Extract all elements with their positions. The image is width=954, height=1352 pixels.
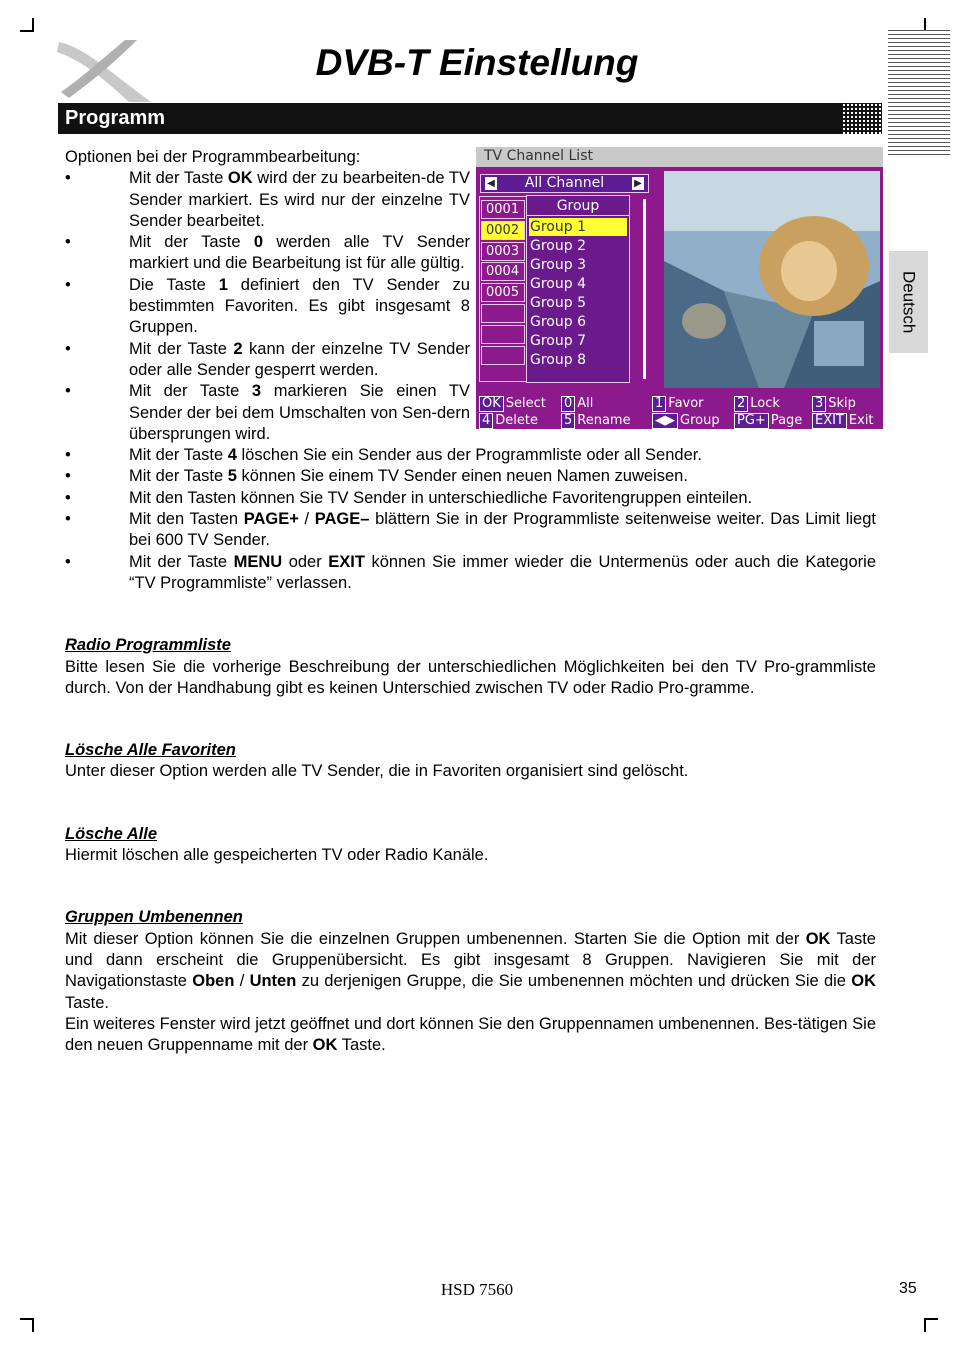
list-item (65, 275, 470, 339)
legend-key: OK (479, 396, 504, 412)
legend-label: Exit (848, 413, 874, 428)
text-run: zu derjenigen Gruppe, die Sie umbenennen möchten und drücken Sie die (296, 972, 852, 991)
text-run: können Sie einem TV Sender einen neuen Namen zuweisen. (236, 467, 688, 486)
key-name: OK (851, 972, 876, 991)
channel-number-empty (481, 325, 525, 344)
channel-number: 0002 (481, 221, 525, 240)
option-list-wide (65, 445, 876, 594)
channel-number-empty (481, 346, 525, 365)
legend-label: Page (770, 413, 803, 428)
key-name: 4 (227, 446, 237, 465)
group-item: Group 1 (529, 218, 627, 236)
key-name: 2 (233, 339, 243, 358)
legend-entry (652, 413, 720, 429)
key-name: 3 (251, 382, 262, 401)
text-run: Mit der Taste (129, 382, 252, 401)
text-run: Mit der Taste (129, 169, 228, 188)
legend-key: 4 (479, 413, 493, 429)
legend-label: Delete (495, 413, 538, 428)
section-title: Programm (65, 107, 166, 129)
legend-entry (561, 396, 593, 412)
legend-label: Skip (828, 396, 856, 411)
text-run: wird der zu bearbeiten-de TV Sender markiert. Es wird nur der einzelne TV Sender bearbeitet. (129, 169, 471, 230)
text-run: Ein weiteres Fenster wird jetzt geöffnet und dort können Sie den Gruppennamen umbenennen. Bes-tätigen Sie den neuen Gruppenname mit der (65, 1014, 876, 1055)
key-name: 0 (253, 233, 264, 252)
key-name: OK (312, 1036, 338, 1055)
text-rename-groups-2 (65, 1014, 876, 1057)
text-run: / (234, 972, 250, 991)
group-item: Group 2 (530, 238, 586, 254)
language-side-tab (889, 251, 928, 353)
legend-entry (812, 413, 874, 429)
legend-entry (561, 413, 631, 429)
text-run: Mit der Taste (129, 446, 228, 465)
text-run: Mit dieser Option können Sie die einzelnen Gruppen umbenennen. Starten Sie die Option mit der (65, 929, 806, 948)
language-label: Deutsch (899, 270, 919, 334)
legend-key: EXIT (812, 413, 847, 429)
section-header-bar (58, 103, 882, 134)
screen-header: TV Channel List (476, 147, 883, 167)
text-run: oder (282, 552, 329, 571)
legend-entry (652, 396, 704, 412)
text-run: Mit der Taste (129, 339, 234, 358)
key-name: 5 (227, 467, 237, 486)
legend-key: PG+ (734, 413, 769, 429)
text-run: definiert den TV Sender zu bestimmten Favoriten. Es gibt insgesamt 8 Gruppen. (129, 275, 470, 337)
key-name: Oben (192, 972, 235, 991)
legend-key: 2 (734, 396, 748, 412)
legend-label: Favor (668, 396, 704, 411)
key-name: Unten (249, 972, 297, 991)
text-run: markieren Sie einen TV Sender der bei dem Umschalten von Sen-dern übersprungen wird. (129, 382, 471, 443)
text-run: Die Taste (129, 275, 219, 294)
group-item: Group 6 (530, 314, 586, 330)
group-item: Group 3 (530, 257, 586, 273)
legend-key: ◀▶ (652, 413, 678, 429)
halftone-decoration (842, 103, 882, 134)
list-item (65, 445, 876, 466)
arrow-left-icon: ◀ (485, 177, 497, 190)
crop-mark-bottom-left (20, 1318, 34, 1332)
key-name: 1 (218, 275, 228, 294)
crop-mark-bottom-right (924, 1318, 938, 1332)
text-run: Mit der Taste (129, 233, 254, 252)
key-name: PAGE+ (243, 510, 299, 529)
channel-number: 0005 (481, 283, 525, 302)
list-item (65, 509, 876, 552)
legend-key: 1 (652, 396, 666, 412)
key-name: OK (227, 169, 253, 188)
heading-radio: Radio Programmliste (65, 636, 231, 655)
heading-delete-all: Lösche Alle (65, 824, 157, 843)
text-run: / (298, 510, 315, 529)
legend-key: 0 (561, 396, 575, 412)
key-name: OK (805, 929, 831, 948)
heading-rename-groups: Gruppen Umbenennen (65, 908, 243, 927)
list-item (65, 466, 876, 487)
text-run: Mit den Tasten können Sie TV Sender in unterschiedliche Favoritengruppen einteilen. (129, 488, 753, 507)
legend-label: All (577, 396, 594, 411)
list-item (65, 488, 876, 509)
list-item (65, 168, 470, 232)
key-legend (476, 394, 883, 429)
text-run: Taste. (337, 1036, 386, 1055)
decorative-stripes (888, 30, 950, 158)
footer-model: HSD 7560 (440, 1280, 514, 1299)
legend-label: Select (505, 396, 546, 411)
text-rename-groups-1 (65, 929, 876, 1014)
channel-number-empty (481, 304, 525, 323)
crop-mark-top-left (20, 18, 34, 32)
group-item: Group 4 (530, 276, 586, 292)
channel-number: 0003 (481, 242, 525, 261)
heading-delete-favorites: Lösche Alle Favoriten (65, 741, 236, 760)
scrollbar (641, 195, 648, 385)
legend-key: 5 (561, 413, 575, 429)
key-name: EXIT (328, 552, 365, 571)
text-run: löschen Sie ein Sender aus der Programmliste oder all Sender. (236, 446, 702, 465)
intro-text: Optionen bei der Programmbearbeitung: (65, 148, 361, 166)
channel-number: 0001 (481, 200, 525, 219)
text-run: blättern Sie in der Programmliste seitenweise weiter. Das Limit liegt bei 600 TV Sender. (129, 510, 876, 550)
legend-key: 3 (812, 396, 826, 412)
text-run: können Sie immer wieder die Untermenüs oder auch die Kategorie “TV Programmliste” verlassen. (129, 552, 877, 592)
legend-entry (734, 396, 780, 412)
text-run: Taste. (65, 993, 110, 1012)
page-title: DVB-T Einstellung (315, 42, 639, 83)
legend-entry (479, 396, 546, 412)
channel-selector-label: All Channel (524, 175, 605, 191)
legend-label: Rename (577, 413, 631, 428)
text-run: Mit der Taste (129, 552, 234, 571)
group-item: Group 8 (530, 352, 586, 368)
channel-selector (480, 174, 649, 193)
page-number: 35 (899, 1280, 917, 1297)
channel-number: 0004 (481, 262, 525, 281)
group-popup-title: Group (527, 197, 629, 216)
list-item (65, 339, 470, 382)
text-run: kann der einzelne TV Sender oder alle Sender gesperrt werden. (129, 339, 470, 379)
legend-entry (812, 396, 856, 412)
legend-label: Lock (750, 396, 780, 411)
group-popup (526, 195, 630, 383)
key-name: PAGE– (314, 510, 370, 529)
text-delete-all: Hiermit löschen alle gespeicherten TV oder Radio Kanäle. (65, 846, 489, 865)
legend-entry (734, 413, 802, 429)
tv-preview-image (664, 171, 880, 388)
list-item (65, 381, 470, 445)
tv-channel-list-screenshot (476, 147, 883, 429)
legend-entry (479, 413, 538, 429)
list-item (65, 232, 470, 275)
arrow-right-icon: ▶ (632, 177, 644, 190)
text-run: werden alle TV Sender markiert und die Bearbeitung ist für alle gültig. (129, 233, 470, 273)
legend-label: Group (680, 413, 720, 428)
text-delete-favorites: Unter dieser Option werden alle TV Sender, die in Favoriten organisiert sind gelöscht. (65, 762, 689, 781)
text-radio: Bitte lesen Sie die vorherige Beschreibung der unterschiedlichen Möglichkeiten bei den TV Pro-grammliste durch. Von der Handhabung gibt es keinen Unterschied zwischen TV oder Radio Pro-gramme. (65, 657, 876, 697)
group-item: Group 5 (530, 295, 586, 311)
list-item (65, 552, 876, 595)
key-name: MENU (233, 552, 283, 571)
text-run: Taste und dann erscheint die Gruppenübersicht. Es gibt insgesamt 8 Gruppen. Navigieren Sie mit der Navigationstaste (65, 929, 876, 991)
text-run: Mit der Taste (129, 467, 228, 486)
text-run: Mit den Tasten (129, 510, 244, 529)
group-item: Group 7 (530, 333, 586, 349)
